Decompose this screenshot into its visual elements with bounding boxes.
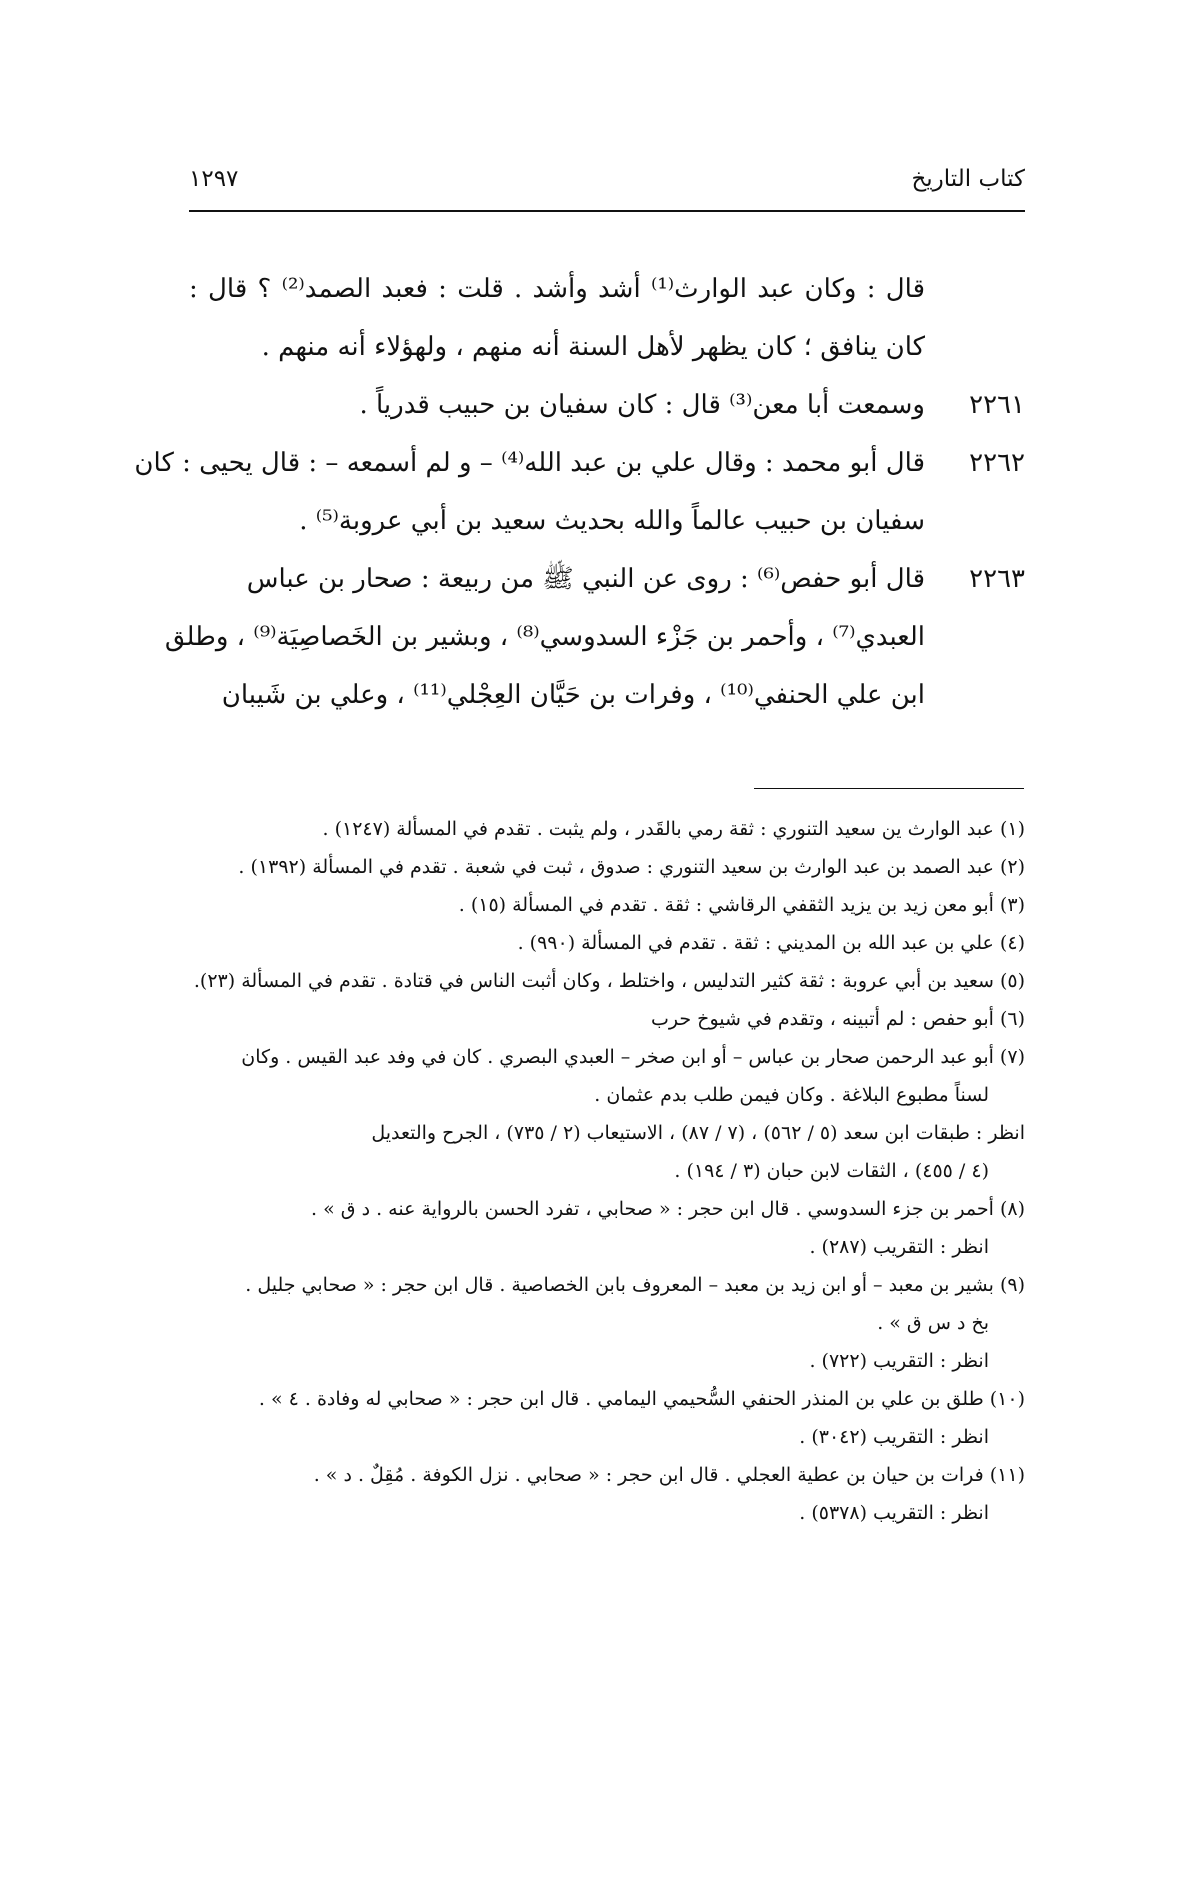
- footnote-line: انظر : التقريب (٣٠٤٢) .: [799, 1426, 989, 1448]
- text-line: [189, 666, 1025, 724]
- footnotes: [189, 810, 1025, 1532]
- text-line: [134, 434, 1025, 492]
- footnote-line: انظر : التقريب (٢٨٧) .: [809, 1236, 989, 1258]
- line-text: ابن علي الحنفي⁽¹⁰⁾ ، وفرات بن حَيَّان العِجْلي⁽¹¹⁾ ، وعلي بن شَيبان: [221, 680, 925, 710]
- footnote-line: (٨) أحمر بن جزء السدوسي . قال ابن حجر : « صحابي ، تفرد الحسن بالرواية عنه . د ق » .: [311, 1198, 1025, 1220]
- entry-number: ٢٢٦٢: [969, 448, 1025, 478]
- footnote-line: (٩) بشير بن معبد – أو ابن زيد بن معبد – المعروف بابن الخصاصية . قال ابن حجر : « صحابي جليل .: [245, 1274, 1025, 1296]
- line-text: قال أبو محمد : وقال علي بن عبد الله⁽⁴⁾ – و لم أسمعه – : قال يحيى : كان: [134, 448, 925, 478]
- footnote-line: انظر : التقريب (٧٢٢) .: [809, 1350, 989, 1372]
- line-text: كان ينافق ؛ كان يظهر لأهل السنة أنه منهم ، ولهؤلاء أنه منهم .: [261, 332, 925, 362]
- footnote-line: (٦) أبو حفص : لم أتبينه ، وتقدم في شيوخ حرب: [651, 1008, 1025, 1030]
- footnote-line: بخ د س ق » .: [877, 1312, 989, 1334]
- footnote-separator: [754, 788, 1024, 789]
- text-line: [164, 608, 1025, 666]
- footnote-line: لسناً مطبوع البلاغة . وكان فيمن طلب بدم عثمان .: [594, 1084, 989, 1106]
- text-line: [189, 260, 1025, 318]
- header-rule: [189, 210, 1025, 212]
- text-line: [189, 492, 1025, 550]
- footnote-line: (١) عبد الوارث ين سعيد التنوري : ثقة رمي بالقَدر ، ولم يثبت . تقدم في المسألة (١٢٤٧) .: [322, 818, 1025, 840]
- footnote-line: (٤) علي بن عبد الله بن المديني : ثقة . تقدم في المسألة (٩٩٠) .: [517, 932, 1025, 954]
- line-text: قال أبو حفص⁽⁶⁾ : روى عن النبي ﷺ من ربيعة : صحار بن عباس: [246, 564, 925, 594]
- text-line: [189, 318, 1025, 376]
- text-line: [189, 550, 1025, 608]
- footnote-line: (١٠) طلق بن علي بن المنذر الحنفي السُّحيمي اليمامي . قال ابن حجر : « صحابي له وفادة . ٤ » .: [258, 1388, 1025, 1410]
- entry-number: ٢٢٦١: [969, 390, 1025, 420]
- header-title: كتاب التاريخ: [911, 166, 1025, 192]
- footnote-line: انظر : التقريب (٥٣٧٨) .: [799, 1502, 989, 1524]
- footnote-line: (٥) سعيد بن أبي عروبة : ثقة كثير التدليس ، واختلط ، وكان أثبت الناس في قتادة . تقدم في المسألة (٢٣).: [193, 970, 1025, 992]
- footnote-line: (٢) عبد الصمد بن عبد الوارث بن سعيد التنوري : صدوق ، ثبت في شعبة . تقدم في المسألة (١٣٩٢) .: [238, 856, 1025, 878]
- footnote-line: (٧) أبو عبد الرحمن صحار بن عباس – أو ابن صخر – العبدي البصري . كان في وفد عبد القيس . وكان: [241, 1046, 1025, 1068]
- footnote-line: (٤ / ٤٥٥) ، الثقات لابن حبان (٣ / ١٩٤) .: [674, 1160, 989, 1182]
- entry-number: ٢٢٦٣: [969, 564, 1025, 594]
- line-text: وسمعت أبا معن⁽³⁾ قال : كان سفيان بن حبيب قدرياً .: [359, 390, 925, 420]
- main-text: [134, 260, 1025, 724]
- page-number: ١٢٩٧: [189, 166, 239, 192]
- line-text: سفيان بن حبيب عالماً والله بحديث سعيد بن أبي عروبة⁽⁵⁾ .: [299, 506, 925, 536]
- line-text: قال : وكان عبد الوارث⁽¹⁾ أشد وأشد . قلت : فعبد الصمد⁽²⁾ ؟ قال :: [189, 274, 926, 304]
- text-line: [189, 376, 1025, 434]
- footnote-line: (٣) أبو معن زيد بن يزيد الثقفي الرقاشي : ثقة . تقدم في المسألة (١٥) .: [458, 894, 1025, 916]
- footnote-line: (١١) فرات بن حيان بن عطية العجلي . قال ابن حجر : « صحابي . نزل الكوفة . مُقِلٌ . د » .: [313, 1464, 1025, 1486]
- line-text: العبدي⁽⁷⁾ ، وأحمر بن جَزْء السدوسي⁽⁸⁾ ، وبشير بن الخَصاصِيَة⁽⁹⁾ ، وطلق: [164, 622, 925, 652]
- running-header: [189, 160, 1025, 210]
- footnote-line: انظر : طبقات ابن سعد (٥ / ٥٦٢) ، (٧ / ٨٧) ، الاستيعاب (٢ / ٧٣٥) ، الجرح والتعديل: [371, 1122, 1025, 1144]
